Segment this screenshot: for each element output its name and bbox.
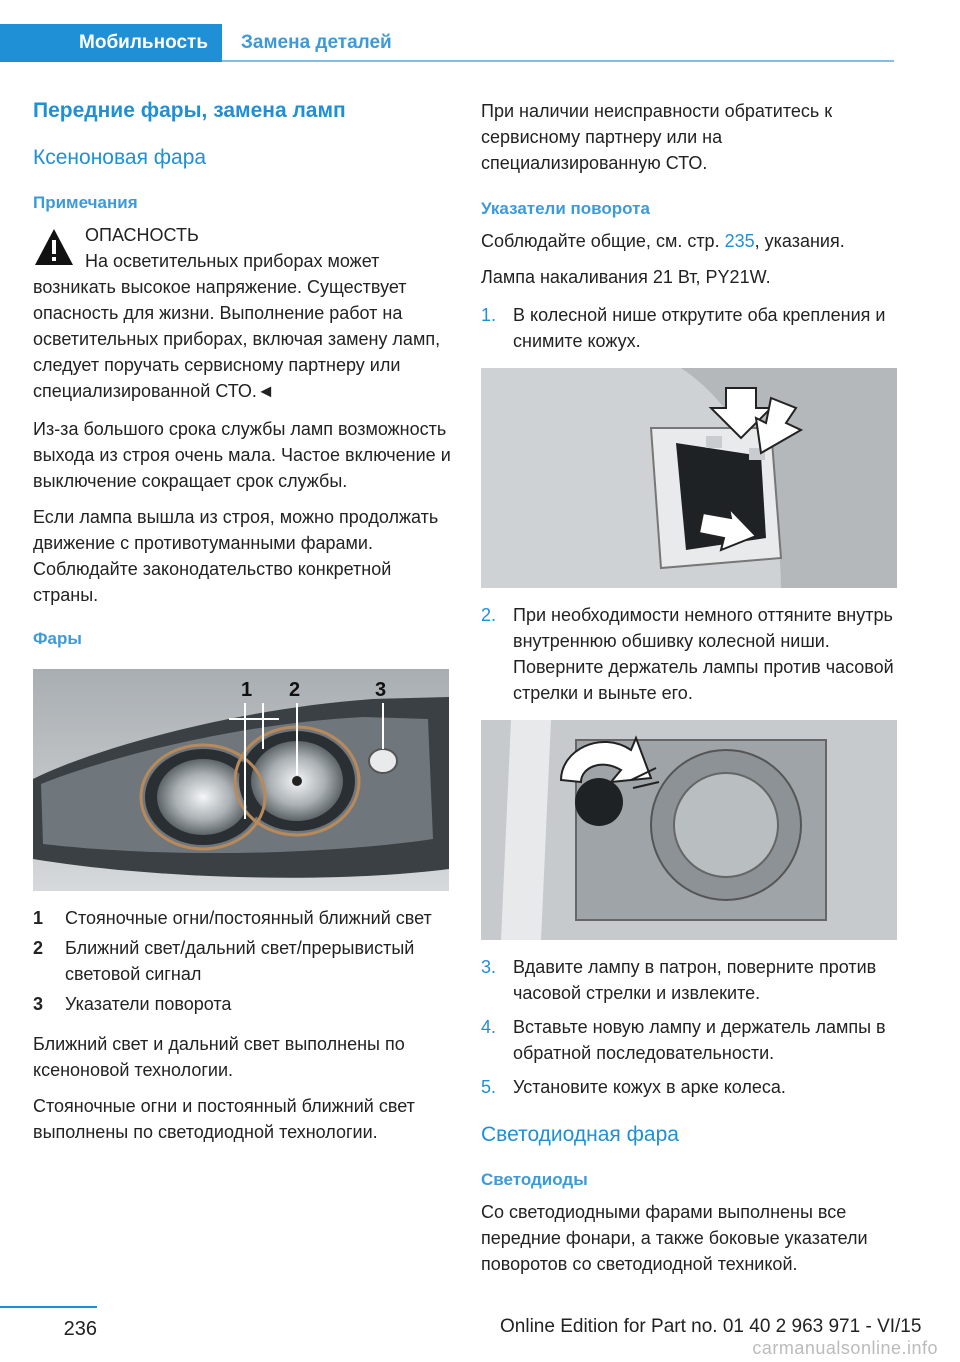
- step-text: При необходимости немного оттяните внутрь внутреннюю обшивку колесной ниши. Поверните держатель лампы против часовой стрелки и выньте его.: [513, 605, 894, 704]
- observe-suffix: , указания.: [754, 231, 845, 252]
- figure-label-1: 1: [241, 678, 253, 701]
- figure-label-3: 3: [375, 678, 387, 701]
- legend-text: Ближний свет/дальний свет/прерывистый световой сигнал: [65, 937, 415, 984]
- step-text: В колесной нише открутите оба крепления и снимите кожух.: [513, 305, 886, 352]
- paragraph-lifetime: Из-за большого срока службы ламп возможность выхода из строя очень мала. Частое включение и выключение сокращает срок службы.: [33, 419, 451, 492]
- legend-number: 1: [33, 907, 44, 928]
- danger-warning: [33, 222, 451, 404]
- headlight-illustration: [33, 669, 449, 891]
- page-link[interactable]: 235: [724, 231, 755, 252]
- watermark: carmanualsonline.info: [752, 1338, 938, 1358]
- paragraph-observe: [481, 228, 899, 254]
- step-item: [481, 954, 899, 1006]
- legend-item: [33, 991, 451, 1017]
- legend-item: [33, 905, 451, 931]
- step-number: 5.: [481, 1077, 497, 1098]
- paragraph-service: При наличии неисправности обратитесь к сервисному партнеру или на специализированную СТО.: [481, 101, 833, 173]
- warning-icon: [33, 226, 75, 268]
- turn-signals-heading: Указатели поворота: [481, 199, 650, 218]
- footer-divider: [0, 1306, 97, 1308]
- step-text: Установите кожух в арке колеса.: [513, 1077, 786, 1098]
- headlight-figure: [33, 669, 449, 891]
- warning-title: ОПАСНОСТЬ: [85, 225, 199, 246]
- step-number: 3.: [481, 957, 497, 978]
- step-text: Вставьте новую лампу и держатель лампы в обратной последовательности.: [513, 1017, 886, 1064]
- step-item: [481, 302, 899, 354]
- step-number: 4.: [481, 1017, 497, 1038]
- lamp-holder-illustration: [481, 720, 897, 940]
- step-number: 1.: [481, 305, 497, 326]
- legend-number: 2: [33, 937, 44, 958]
- step-item: [481, 1074, 899, 1100]
- observe-prefix: Соблюдайте общие, см. стр.: [481, 231, 725, 252]
- page-number: 236: [63, 1318, 97, 1340]
- section-title-xenon: Ксеноновая фара: [33, 146, 207, 170]
- paragraph-led: Со светодиодными фарами выполнены все передние фонари, а также боковые указатели поворотов со светодиодной техникой.: [481, 1202, 868, 1275]
- notes-heading: Примечания: [33, 193, 138, 213]
- paragraph-failure: Если лампа вышла из строя, можно продолжать движение с противотуманными фарами. Соблюдайте законодательство конкретной страны.: [33, 507, 439, 606]
- left-column: [33, 98, 451, 1155]
- figure-label-2: 2: [289, 678, 301, 701]
- headlights-heading: Фары: [33, 629, 82, 649]
- legend-number: 3: [33, 993, 44, 1014]
- right-column: [481, 98, 899, 1287]
- legend-item: [33, 935, 451, 987]
- step-item: [481, 1014, 899, 1066]
- tab-parts-replacement[interactable]: Замена деталей: [241, 32, 392, 53]
- step-number: 2.: [481, 605, 497, 626]
- edition-text: Online Edition for Part no. 01 40 2 963 971 - VI/15: [500, 1316, 922, 1337]
- step-text: Вдавите лампу в патрон, поверните против часовой стрелки и извлеките.: [513, 957, 877, 1004]
- figure-legend: [33, 905, 451, 1017]
- section-title-led: Светодиодная фара: [481, 1123, 679, 1147]
- paragraph-xenon-tech: Ближний свет и дальний свет выполнены по ксеноновой технологии.: [33, 1033, 405, 1080]
- led-subheading: Светодиоды: [481, 1170, 588, 1190]
- lamp-holder-figure: [481, 720, 897, 940]
- header-divider: [222, 60, 894, 62]
- warning-text: На осветительных приборах может возникать высокое напряжение. Существует опасность для жизни. Выполнение работ на осветительных приборах, включая замену ламп, следует поручать сервисному партнеру или специализированной СТО.◄: [33, 251, 441, 402]
- legend-text: Указатели поворота: [65, 993, 232, 1014]
- legend-text: Стояночные огни/постоянный ближний свет: [65, 907, 432, 928]
- wheel-arch-cover-figure: [481, 368, 897, 588]
- wheel-arch-illustration: [481, 368, 897, 588]
- step-item: [481, 602, 899, 706]
- tab-mobility[interactable]: Мобильность: [0, 24, 222, 62]
- paragraph-led-tech: Стояночные огни и постоянный ближний свет выполнены по светодиодной технологии.: [33, 1095, 415, 1142]
- lamp-spec: Лампа накаливания 21 Вт, PY21W.: [481, 267, 771, 288]
- page-title: Передние фары, замена ламп: [33, 99, 346, 122]
